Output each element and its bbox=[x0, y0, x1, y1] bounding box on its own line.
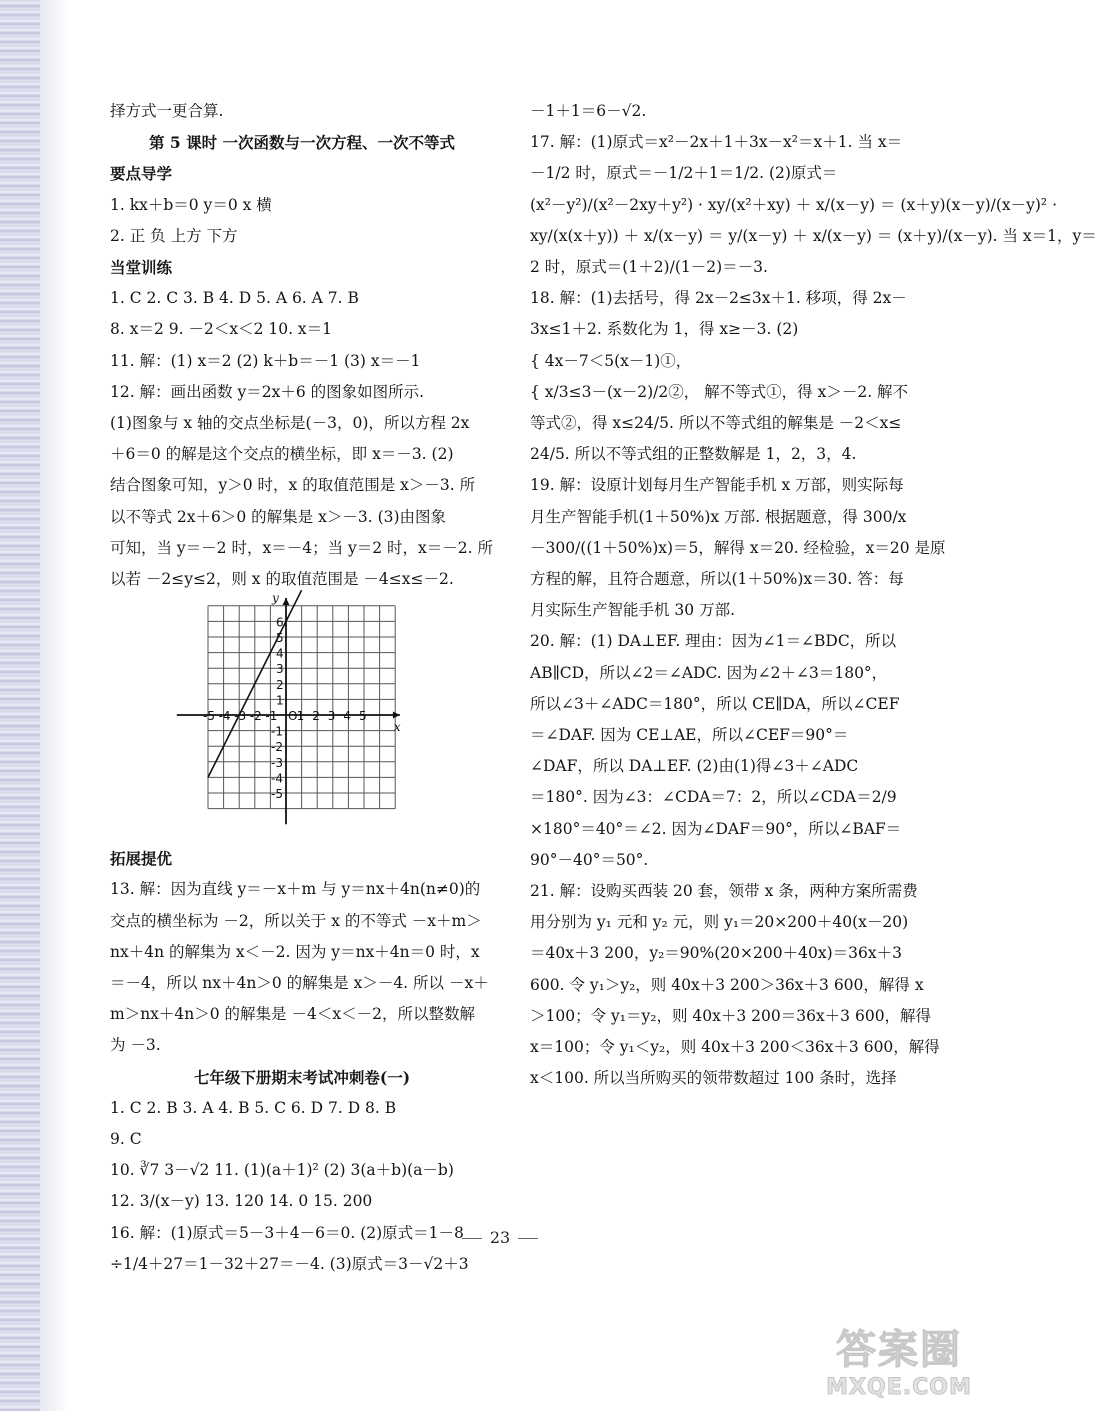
x-tick-label: 3 bbox=[327, 709, 336, 724]
text-line: 月实际生产智能手机 30 万部. bbox=[530, 601, 736, 620]
text-line: 所以∠3＋∠ADC＝180°，所以 CE∥DA，所以∠CEF bbox=[530, 694, 900, 713]
footer-dash-left bbox=[462, 1238, 482, 1239]
text-line: －1＋1＝6－√2. bbox=[530, 102, 647, 120]
text-line: 方程的解，且符合题意，所以(1＋50%)x＝30. 答：每 bbox=[530, 570, 904, 589]
left-text-block-1 bbox=[110, 96, 494, 595]
watermark-site: MXQE.COM bbox=[826, 1375, 972, 1400]
y-tick-label: 4 bbox=[276, 646, 284, 661]
y-tick-label: -3 bbox=[271, 756, 283, 771]
right-text-block bbox=[530, 96, 1097, 1095]
text-line: －300/((1＋50%)x)＝5，解得 x＝20. 经检验，x＝20 是原 bbox=[530, 538, 946, 557]
y-tick-label: 6 bbox=[276, 615, 284, 630]
text-line: 为 －3. bbox=[110, 1036, 161, 1055]
x-axis-arrow bbox=[393, 712, 400, 719]
page-edge-fade bbox=[40, 0, 70, 1411]
text-line: 2. 正 负 上方 下方 bbox=[110, 226, 238, 245]
text-line: { 4x－7＜5(x－1)①， bbox=[530, 351, 692, 370]
text-line: 等式②，得 x≤24/5. 所以不等式组的解集是 －2＜x≤ bbox=[530, 414, 902, 433]
text-line: ×180°＝40°＝∠2. 因为∠DAF＝90°，所以∠BAF＝ bbox=[530, 819, 902, 838]
section-heading: 七年级下册期末考试冲刺卷(一) bbox=[193, 1067, 411, 1087]
y-tick-label: 1 bbox=[276, 693, 284, 708]
section-heading: 当堂训练 bbox=[110, 258, 173, 278]
text-line: 12. 解：画出函数 y＝2x＋6 的图象如图所示. bbox=[110, 382, 425, 401]
text-line: xy/(x(x＋y)) ＋ x/(x－y) ＝ y/(x－y) ＋ x/(x－y) ＝ (x＋y)/(x－y). 当 x＝1，y＝ bbox=[530, 226, 1097, 245]
y-tick-label: -5 bbox=[271, 787, 283, 802]
x-tick-label: -3 bbox=[234, 709, 247, 724]
text-line: 21. 解：设购买西装 20 套，领带 x 条，两种方案所需费 bbox=[530, 882, 918, 901]
text-line: 90°－40°＝50°. bbox=[530, 850, 649, 869]
page-footer bbox=[420, 1228, 580, 1247]
text-line: 月生产智能手机(1＋50%)x 万部. 根据题意，得 300/x bbox=[530, 507, 907, 526]
watermark-logo: 答案圈 bbox=[836, 1327, 962, 1373]
section-heading: 第 5 课时 一次函数与一次方程、一次不等式 bbox=[149, 133, 455, 153]
x-tick-label: 1 bbox=[296, 709, 305, 724]
text-line: (1)图象与 x 轴的交点坐标是(－3，0)，所以方程 2x bbox=[110, 414, 470, 433]
text-line: 24/5. 所以不等式组的正整数解是 1，2，3，4. bbox=[530, 445, 857, 464]
text-line: 1. kx＋b＝0 y＝0 x 横 bbox=[110, 195, 272, 214]
y-tick-label: 2 bbox=[276, 678, 284, 693]
footer-dash-right bbox=[518, 1238, 538, 1239]
x-tick-label: 2 bbox=[312, 709, 320, 724]
y-tick-label: -1 bbox=[271, 724, 283, 739]
y-axis-label: y bbox=[272, 591, 279, 606]
text-line: 交点的横坐标为 －2，所以关于 x 的不等式 －x＋m＞ bbox=[110, 911, 482, 930]
function-graph bbox=[110, 591, 494, 843]
text-line: 2 时，原式＝(1＋2)/(1－2)＝－3. bbox=[530, 258, 768, 277]
text-line: 16. 解：(1)原式＝5－3＋4－6＝0. (2)原式＝1－8 bbox=[110, 1223, 464, 1242]
text-line: 用分别为 y₁ 元和 y₂ 元，则 y₁＝20×200＋40(x－20) bbox=[530, 913, 909, 932]
x-tick-label: -2 bbox=[249, 709, 262, 724]
text-line: ÷1/4＋27＝1－32＋27＝－4. (3)原式＝3－√2＋3 bbox=[110, 1254, 469, 1273]
text-line: ＝180°. 因为∠3：∠CDA＝7：2，所以∠CDA＝2/9 bbox=[530, 788, 897, 807]
left-text-block-2 bbox=[110, 843, 494, 1280]
page-edge-shading bbox=[0, 0, 40, 1411]
text-line: 600. 令 y₁＞y₂，则 40x＋3 200＞36x＋3 600，解得 x bbox=[530, 975, 924, 994]
y-tick-label: 5 bbox=[276, 631, 284, 646]
text-line: 以不等式 2x＋6＞0 的解集是 x＞－3. (3)由图象 bbox=[110, 507, 447, 526]
text-line: 19. 解：设原计划每月生产智能手机 x 万部，则实际每 bbox=[530, 476, 904, 495]
text-line: 18. 解：(1)去括号，得 2x－2≤3x＋1. 移项，得 2x－ bbox=[530, 289, 907, 308]
section-heading: 拓展提优 bbox=[110, 849, 173, 869]
x-axis-label: x bbox=[393, 720, 401, 735]
x-tick-label: -4 bbox=[218, 709, 231, 724]
text-line: m＞nx＋4n＞0 的解集是 －4＜x＜－2，所以整数解 bbox=[110, 1005, 475, 1024]
text-line: 11. 解：(1) x＝2 (2) k＋b＝－1 (3) x＝－1 bbox=[110, 351, 421, 370]
right-column bbox=[530, 96, 1097, 1095]
x-tick-label: 4 bbox=[343, 709, 352, 724]
text-line: ＝40x＋3 200，y₂＝90%(20×200＋40x)＝36x＋3 bbox=[530, 944, 902, 963]
y-tick-label: -4 bbox=[271, 771, 283, 786]
text-line: AB∥CD，所以∠2＝∠ADC. 因为∠2＋∠3＝180°， bbox=[530, 663, 888, 682]
y-axis-arrow bbox=[283, 598, 290, 605]
text-line: 8. x＝2 9. －2＜x＜2 10. x＝1 bbox=[110, 320, 333, 339]
x-tick-label: 5 bbox=[359, 709, 367, 724]
y-tick-label: 3 bbox=[276, 662, 284, 677]
text-line: －1/2 时，原式＝－1/2＋1＝1/2. (2)原式＝ bbox=[530, 164, 838, 183]
x-tick-label: -5 bbox=[203, 709, 215, 724]
watermark bbox=[814, 1318, 984, 1400]
text-line: 可知，当 y＝－2 时，x＝－4；当 y＝2 时，x＝－2. 所 bbox=[110, 538, 494, 557]
text-line: ＝∠DAF. 因为 CE⊥AE，所以∠CEF＝90°＝ bbox=[530, 726, 849, 745]
text-line: 17. 解：(1)原式＝x²－2x＋1＋3x－x²＝x＋1. 当 x＝ bbox=[530, 133, 903, 152]
text-line: 1. C 2. B 3. A 4. B 5. C 6. D 7. D 8. B bbox=[110, 1098, 397, 1117]
text-line: 择方式一更合算. bbox=[110, 102, 224, 120]
text-line: ＋6＝0 的解是这个交点的横坐标，即 x＝－3. (2) bbox=[110, 445, 454, 464]
text-line: 13. 解：因为直线 y＝－x＋m 与 y＝nx＋4n(n≠0)的 bbox=[110, 880, 481, 899]
text-line: 以若 －2≤y≤2，则 x 的取值范围是 －4≤x≤－2. bbox=[110, 570, 454, 589]
text-line: 1. C 2. C 3. B 4. D 5. A 6. A 7. B bbox=[110, 289, 359, 308]
section-heading: 要点导学 bbox=[110, 164, 173, 184]
origin-label: O bbox=[288, 709, 298, 724]
text-line: 3x≤1＋2. 系数化为 1，得 x≥－3. (2) bbox=[530, 320, 799, 339]
text-line: x＜100. 所以当所购买的领带数超过 100 条时，选择 bbox=[530, 1069, 897, 1088]
text-line: nx＋4n 的解集为 x＜－2. 因为 y＝nx＋4n＝0 时，x bbox=[110, 942, 480, 961]
text-line: ∠DAF，所以 DA⊥EF. (2)由(1)得∠3＋∠ADC bbox=[530, 757, 859, 776]
text-line: 20. 解：(1) DA⊥EF. 理由：因为∠1＝∠BDC，所以 bbox=[530, 632, 897, 651]
text-line: { x/3≤3－(x－2)/2②， 解不等式①，得 x＞－2. 解不 bbox=[530, 382, 909, 401]
graph-svg bbox=[182, 591, 412, 843]
text-line: 12. 3/(x－y) 13. 120 14. 0 15. 200 bbox=[110, 1192, 373, 1211]
text-line: 10. ∛7 3－√2 11. (1)(a＋1)² (2) 3(a＋b)(a－b) bbox=[110, 1161, 454, 1180]
y-tick-label: -2 bbox=[271, 740, 283, 755]
text-line: ＞100；令 y₁＝y₂，则 40x＋3 200＝36x＋3 600，解得 bbox=[530, 1006, 932, 1025]
text-line: (x²－y²)/(x²－2xy＋y²) · xy/(x²＋xy) ＋ x/(x－y) ＝ (x＋y)(x－y)/(x－y)² · bbox=[530, 195, 1058, 214]
page-number: 23 bbox=[489, 1228, 511, 1247]
x-tick-label: -1 bbox=[265, 709, 278, 724]
text-line: x＝100；令 y₁＜y₂，则 40x＋3 200＜36x＋3 600，解得 bbox=[530, 1038, 940, 1057]
text-line: 结合图象可知，y＞0 时，x 的取值范围是 x＞－3. 所 bbox=[110, 476, 476, 495]
text-line: ＝－4，所以 nx＋4n＞0 的解集是 x＞－4. 所以 －x＋ bbox=[110, 974, 489, 993]
left-column bbox=[110, 96, 494, 1280]
text-line: 9. C bbox=[110, 1130, 142, 1149]
